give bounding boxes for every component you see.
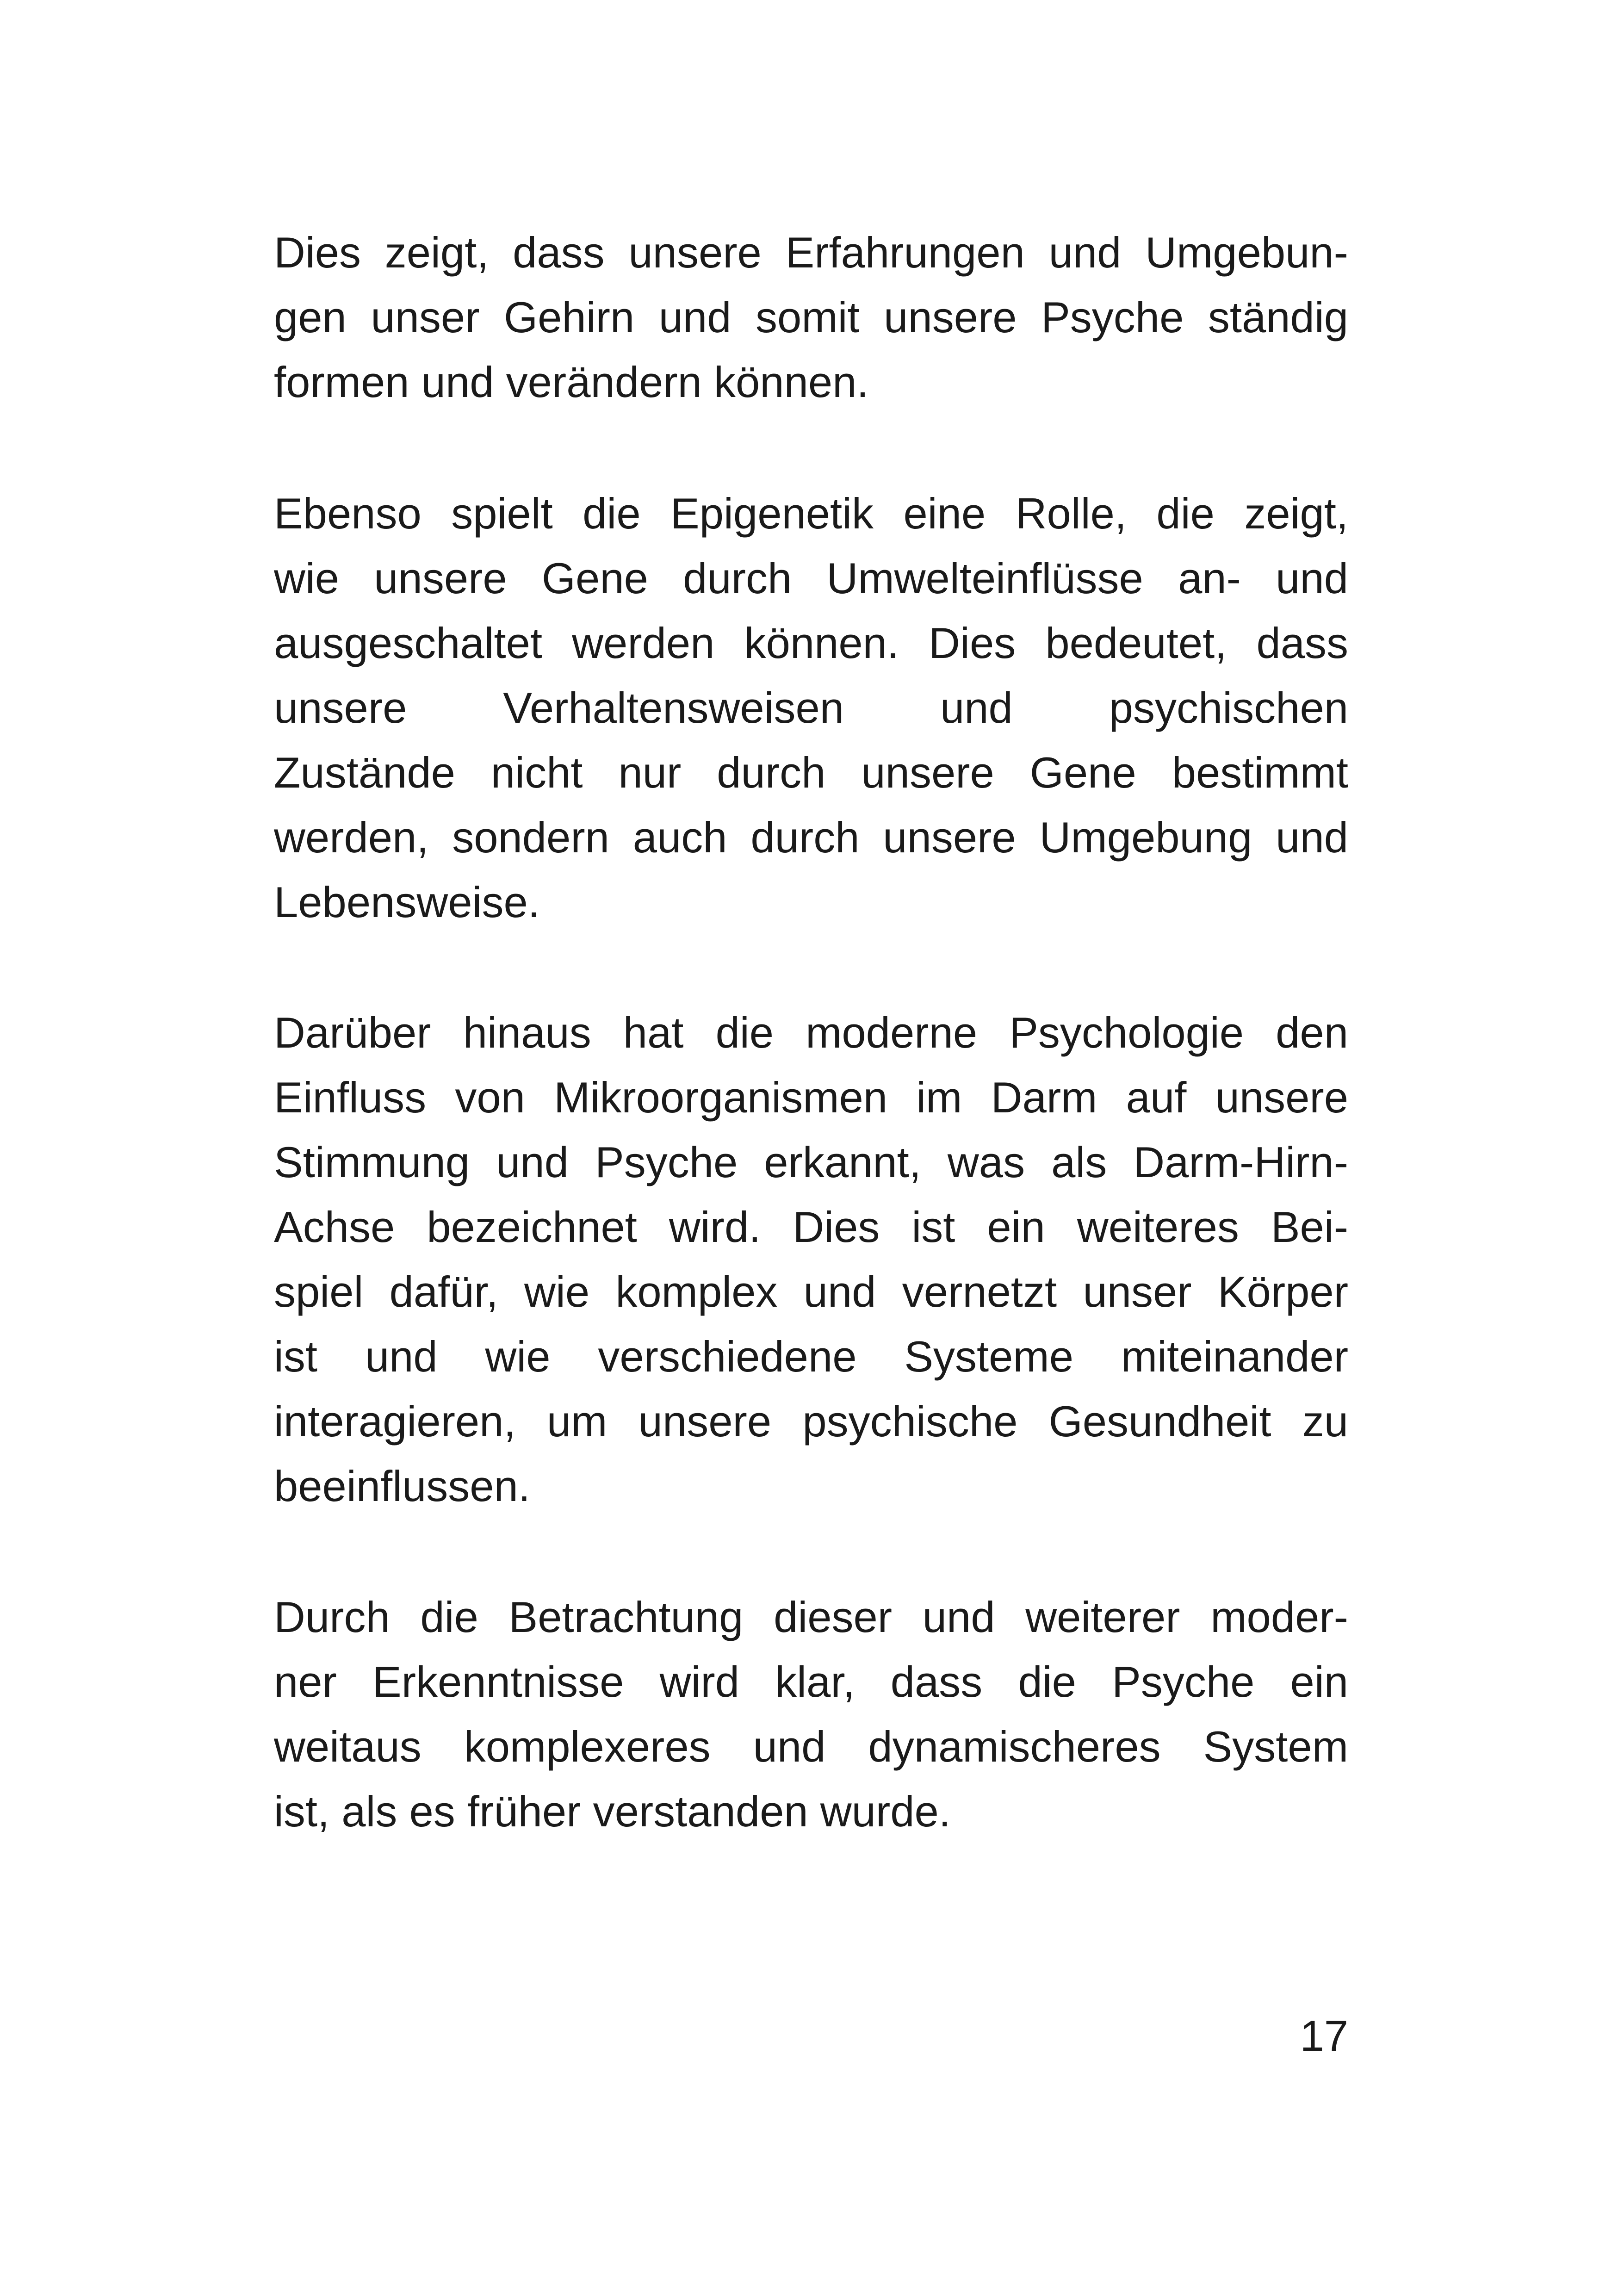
text-line: wie unsere Gene durch Umwelteinflüsse an- und: [274, 554, 1348, 602]
text-line: weitaus komplexeres und dynamischeres System: [274, 1722, 1348, 1771]
text-line: werden, sondern auch durch unsere Umgebung und: [274, 813, 1348, 862]
text-line: Dies zeigt, dass unsere Erfahrungen und Umgebun-: [274, 228, 1348, 277]
text-line: Darüber hinaus hat die moderne Psychologie den: [274, 1008, 1348, 1057]
page-number: 17: [1300, 2011, 1348, 2060]
text-line: Stimmung und Psyche erkannt, was als Darm-Hirn-: [274, 1138, 1348, 1186]
text-line: ist und wie verschiedene Systeme miteinander: [274, 1332, 1348, 1381]
paragraph-4: [274, 1585, 1348, 1844]
text-line: Einfluss von Mikroorganismen im Darm auf unsere: [274, 1073, 1348, 1122]
text-line: Ebenso spielt die Epigenetik eine Rolle, die zeigt,: [274, 489, 1348, 538]
text-line: interagieren, um unsere psychische Gesundheit zu: [274, 1397, 1348, 1446]
text-line: unsere Verhaltensweisen und psychischen: [274, 683, 1348, 732]
paragraph-1: [274, 220, 1348, 415]
text-line: ner Erkenntnisse wird klar, dass die Psyche ein: [274, 1657, 1348, 1706]
text-line: Zustände nicht nur durch unsere Gene bestimmt: [274, 748, 1348, 797]
text-line: gen unser Gehirn und somit unsere Psyche ständig: [274, 293, 1348, 341]
text-line: Achse bezeichnet wird. Dies ist ein weiteres Bei-: [274, 1203, 1348, 1251]
text-line: Durch die Betrachtung dieser und weiterer moder-: [274, 1593, 1348, 1641]
text-line: formen und verändern können.: [274, 358, 869, 406]
text-line: ist, als es früher verstanden wurde.: [274, 1787, 951, 1836]
text-line: beeinflussen.: [274, 1462, 530, 1510]
paragraph-2: [274, 481, 1348, 935]
text-line: Lebensweise.: [274, 878, 540, 926]
text-line: spiel dafür, wie komplex und vernetzt unser Körper: [274, 1267, 1348, 1316]
paragraph-3: [274, 1000, 1348, 1519]
text-line: ausgeschaltet werden können. Dies bedeutet, dass: [274, 619, 1348, 667]
